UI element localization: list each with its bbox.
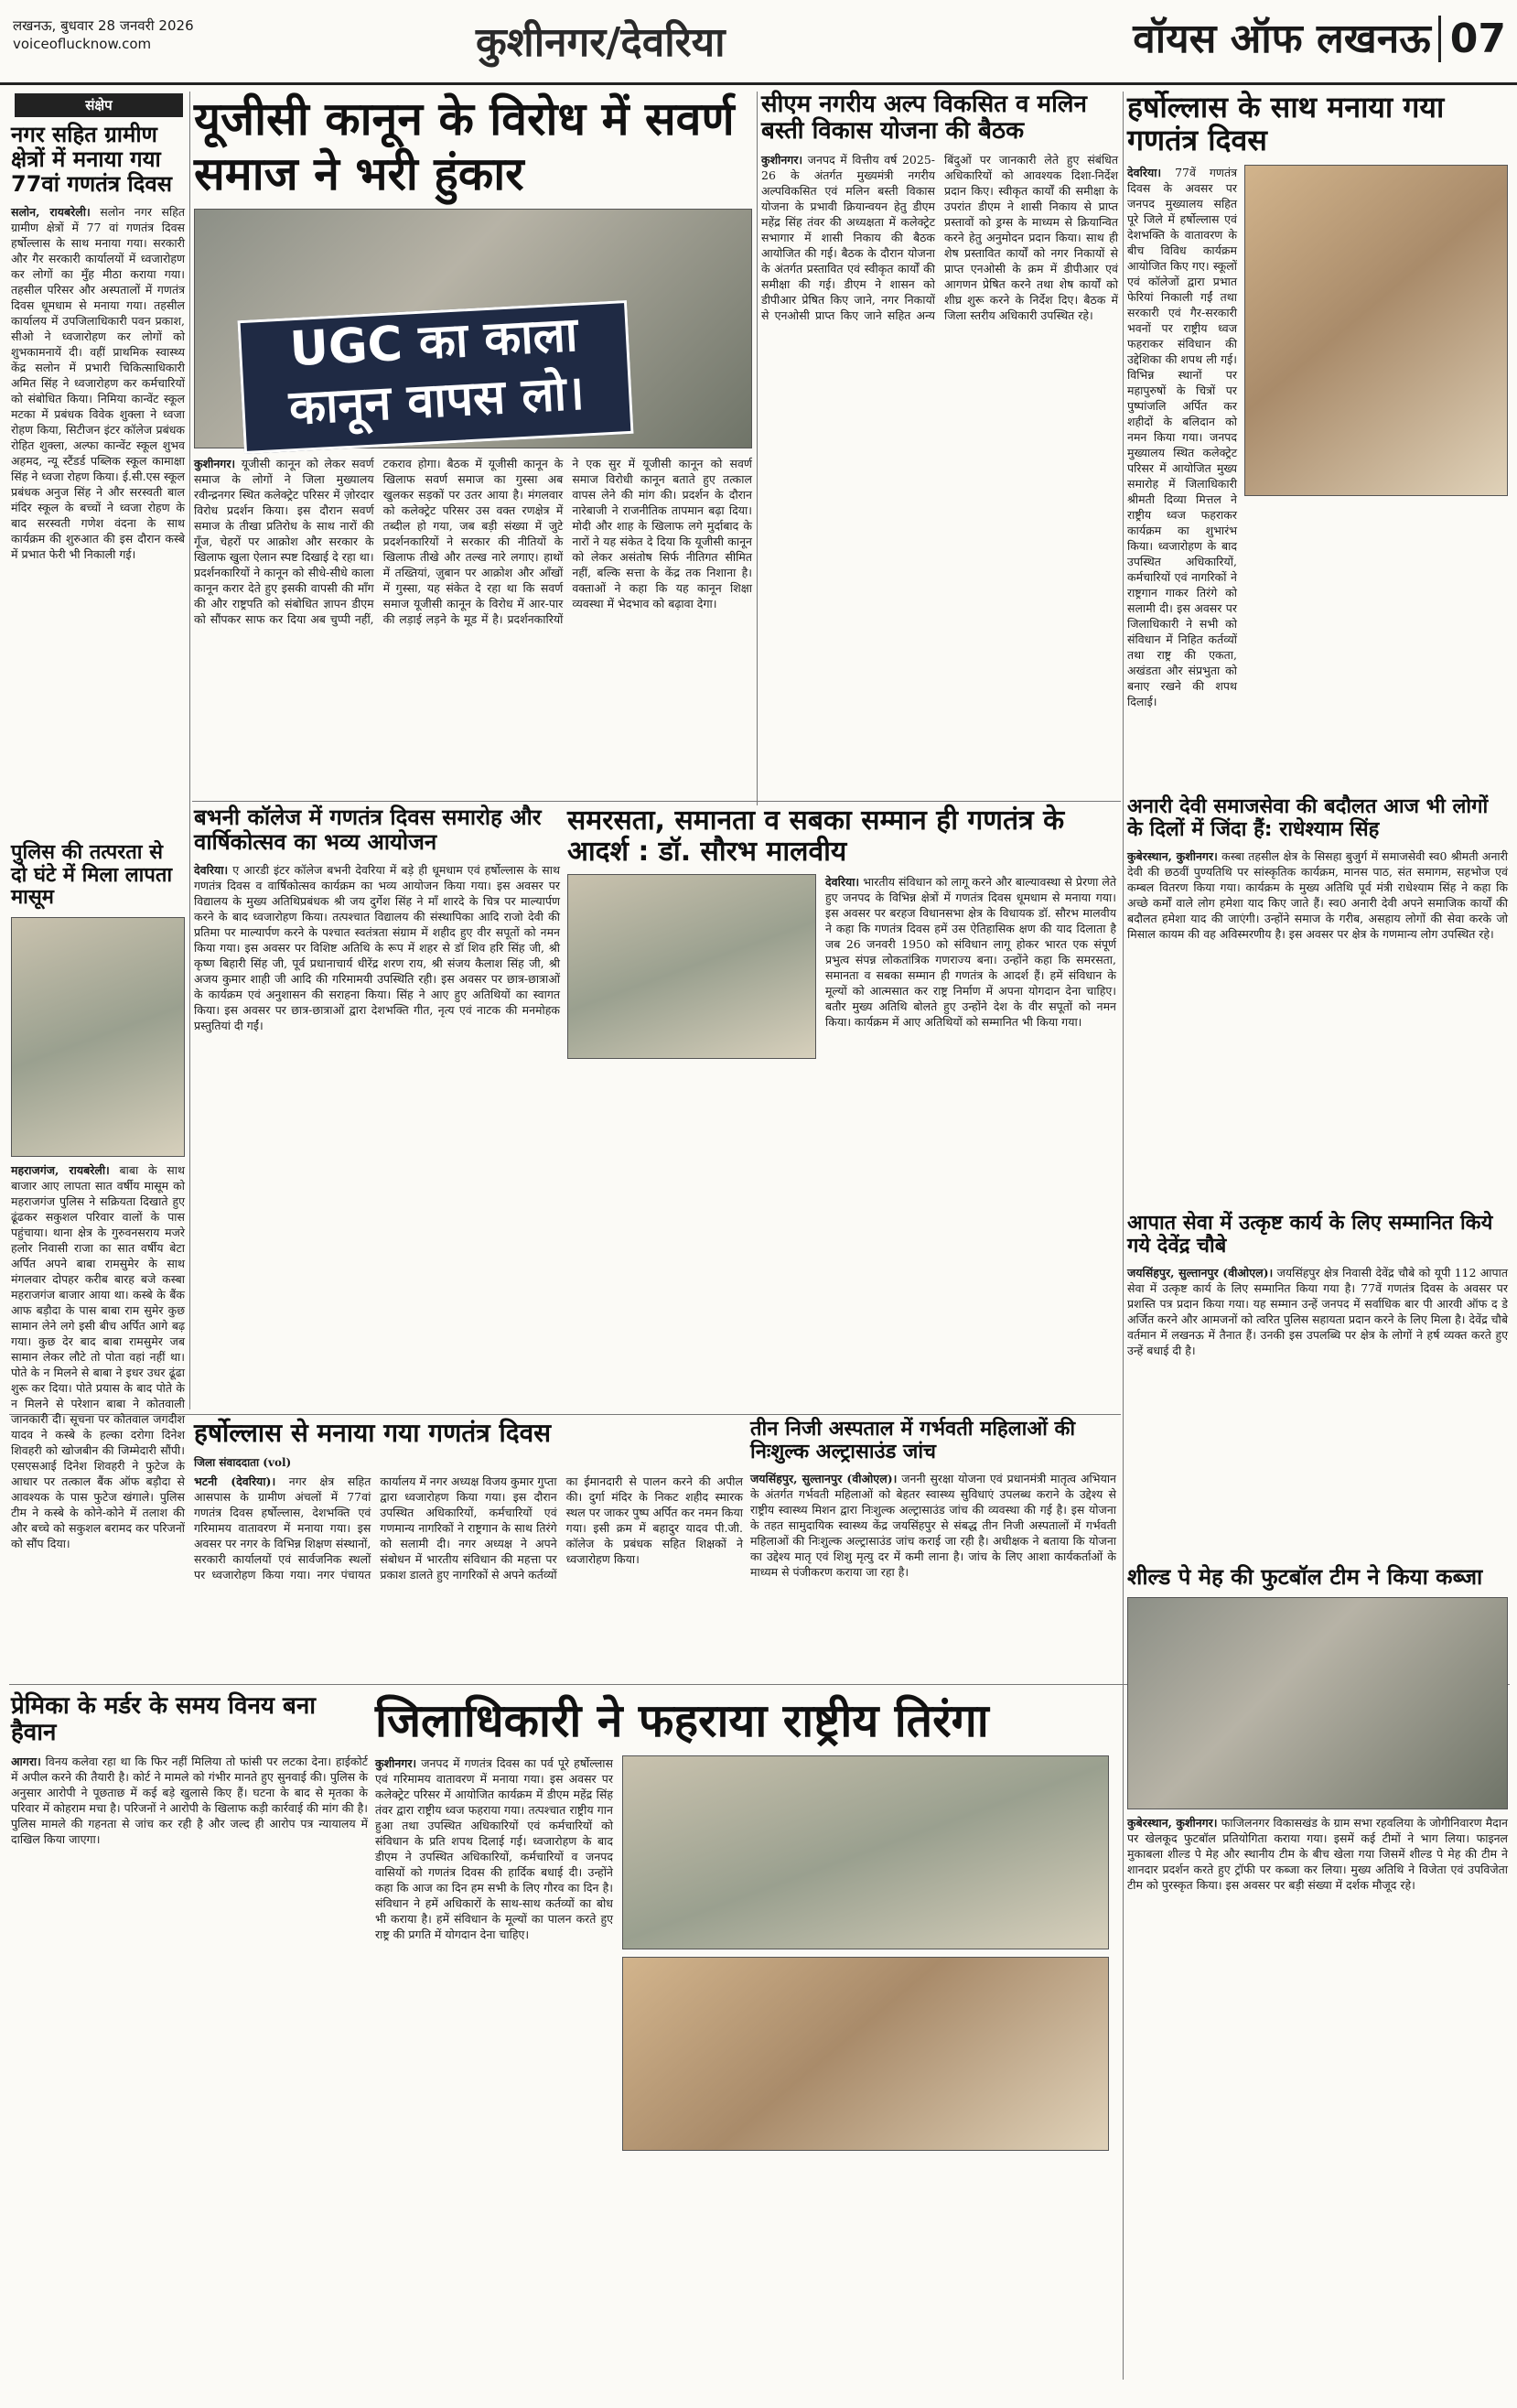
article-body-row <box>567 874 1116 1368</box>
officials-photo <box>622 1957 1109 2151</box>
article-a7 <box>567 805 1116 1391</box>
article-body <box>11 1162 185 1551</box>
article-body-row <box>1127 165 1508 708</box>
article-a12 <box>1127 1565 1508 2370</box>
body-text: कस्बा तहसील क्षेत्र के सिसहा बुजुर्ग में समाजसेवी स्व0 श्रीमती अनारी देवी की छठवीं पुण्यतिथि पर सांस्कृतिक कार्यक्रम, मानस पाठ, संत समागम, सहभोज एवं कम्बल वितरण किया गया। कार्यक्रम के मुख्य अतिथि पूर्व मंत्री राधेश्याम सिंह ने कहा कि अच्छे कर्मों वाले लोग हमेशा याद किए जाते हैं। स्व0 अनारी देवी अपने समाजिक कार्यों की बदौलत हमेशा याद की जाएंगी। उन्होंने समाज के गरीब, असहाय लोगों की सेवा करके जो मिसाल कायम की वह अविस्मरणीय है। इस अवसर पर क्षेत्र के गणमान्य लोग उपस्थित रहे। <box>1127 849 1508 942</box>
row-rule <box>192 801 1121 802</box>
article-body <box>750 1471 1116 1580</box>
dateline: जयसिंहपुर, सुल्तानपुर (वीओएल)। <box>1127 1266 1274 1280</box>
article-a10 <box>750 1419 1116 1679</box>
article-a11 <box>1127 1213 1508 1560</box>
article-body <box>11 1754 368 1847</box>
dateline: देवरिया। <box>194 862 229 877</box>
body-text: नगर क्षेत्र सहित आसपास के ग्रामीण अंचलों में 77वां गणतंत्र दिवस हर्षोल्लास, देशभक्ति एवं गरिमामय वातावरण में मनाया गया। इस अवसर पर नगर के विभिन्न शिक्षण संस्थानों, सरकारी कार्यालयों एवं सार्वजनिक स्थलों पर ध्वजारोहण किया गया। नगर पंचायत कार्यालय में नगर अध्यक्ष विजय कुमार गुप्ता द्वारा ध्वजारोहण किया गया। इस दौरान उपस्थित अधिकारियों, कर्मचारियों एवं गणमान्य नागरिकों ने राष्ट्रगान के साथ तिरंगे को सलामी दी। नगर अध्यक्ष ने अपने संबोधन में भारतीय संविधान की महत्ता पर प्रकाश डालते हुए नागरिकों से अपने कर्तव्यों का ईमानदारी से पालन करने की अपील की। दुर्गा मंदिर के निकट शहीद स्मारक स्थल पर जाकर पुष्प अर्पित कर नमन किया गया। इसी क्रम में बहादुर यादव पी.जी. कॉलेज के प्रबंधक सहित शिक्षकों ने ध्वजारोहण किया। <box>194 1474 743 1582</box>
headline[interactable]: हर्षोल्लास के साथ मनाया गया गणतंत्र दिवस <box>1127 90 1445 157</box>
body-text: ए आरडी इंटर कॉलेज बभनी देवरिया में बड़े ही धूमधाम एवं हर्षोल्लास के साथ गणतंत्र दिवस व वार्षिकोत्सव कार्यक्रम का भव्य आयोजन किया गया। इस अवसर पर विद्यालय के मुख्य अतिथिप्रबंधक श्री जय दुर्गेश सिंह ने माँ शारदे के चित्र पर माल्यार्पण करने के बाद ध्वजारोहण किया। तत्पश्चात विद्यालय की संस्थापिका आदि राजो देवी की प्रतिमा पर माल्यार्पण करने के पश्चात स्वतंत्रता संग्राम में शहीद हुए वीर सपूतों को नमन किया गया। इस अवसर पर विशिष्ट अतिथि के रूप में शहर से डॉ शिव हरि सिंह जी, श्री कृष्ण बिहारी सिंह जी, पूर्व प्रधानाचार्य धीरेंद्र शरण राय, श्री संजय कैलाश सिंह जी, श्री अजय कुमार शाही जी आदि की गरिमामयी उपस्थिति रही। इस अवसर पर छात्र-छात्राओं के कार्यक्रम एवं अनुशासन की सराहना किया। सिंह ने आए हुए अतिथियों का स्वागत किया। इस अवसर पर छात्र-छात्राओं द्वारा देशभक्ति गीत, नृत्य एवं नाटक की मनमोहक प्रस्तुतियां दी गईं। <box>194 862 560 1032</box>
dateline: कुशीनगर। <box>194 457 236 470</box>
page-number: 07 <box>1438 16 1506 62</box>
section-title: कुशीनगर/देवरिया <box>476 19 726 66</box>
body-text: सलोन नगर सहित ग्रामीण क्षेत्रों में 77 वां गणतंत्र दिवस हर्षोल्लास के साथ मनाया गया। सरकारी और गैर सरकारी कार्यालयों में ध्वजारोहण कर लोगों का मुँह मीठा कराया गया। तहसील परिसर और अस्पतालों में गणतंत्र दिवस धूमधाम से मनाया गया। तहसील कार्यालय में उपजिलाधिकारी पवन प्रकाश, सीओ ने ध्वजारोहण कर लोगों को शुभकामनायें दी। वहीं प्राथमिक स्वास्थ्य केंद्र सलोन में प्रभारी चिकित्साधिकारी अमित सिंह ने ध्वजारोहण कर कर्मचारियों को संबोधित किया। निमिया कान्वेंट स्कूल मटका में प्रबंधक विवेक शुक्ला ने ध्वजा रोहण किया, सिटीजन इंटर कॉलेज प्रबंधक रोहित शुक्ला, अल्फा कान्वेंट स्कूल शुभव अहमद, न्यू स्टैंडर्ड पब्लिक स्कूल कामाक्षा सिंह ने ध्वजा रोहण किया। ई.सी.एस स्कूल प्रबंधक अनुज सिंह ने और सरस्वती बाल मंदिर स्कूल के बच्चों ने ध्वजा रोहण के बाद सरस्वती गणेश वंदना के साथ कार्यक्रम की शुरुआत की इस दौरान कस्बे में प्रभात फेरी भी निकाली गई। <box>11 204 185 561</box>
body-text: बाबा के साथ बाजार आए लापता सात वर्षीय मासूम को महराजगंज पुलिस ने सक्रियता दिखाते हुए ढूंढकर सकुशल परिवार वालों के पास पहुंचाया। थाना क्षेत्र के गुरुवनसराय मजरे हलोर निवासी राजा का सात वर्षीय बेटा अर्पित अपने बाबा रामसुमेर के साथ मंगलवार दोपहर करीब बारह बजे कस्बा महराजगंज बाजार आया था। कस्बे के बैंक आफ बड़ौदा के पास बाबा राम सुमेर कुछ सामान लेने लगे इसी बीच अर्पित आगे बढ़ गया। कुछ देर बाद बाबा रामसुमेर जब सामान लेकर लौटे तो पोता वहां नहीं था। पोते के न मिलने से बाबा ने इधर उधर ढूंढा शुरू कर दिया। पोते प्रयास के बाद पोते के न मिलने से परेशान बाबा ने कोतवाली जानकारी दी। सूचना पर कोतवाल जगदीश यादव ने कस्बे के हल्का दरोगा दिनेश शिवहरी को खोजबीन की जिम्मेदारी सौंपी। एसएसआई दिनेश शिवहरी ने फुटेज के आधार पर तत्काल बैंक ऑफ बड़ौदा से आवश्यक के पास फुटेज खंगाले। पुलिस टीम ने कस्बे के कोने-कोने में तलाश की और बच्चे को सकुशल बरामद कर परिजनों को सौंप दिया। <box>11 1162 185 1550</box>
website[interactable]: voiceoflucknow.com <box>13 36 152 52</box>
body-text: फाजिलनगर विकासखंड के ग्राम सभा रहवलिया के जोगीनिवारण मैदान पर खेलकूद फुटबॉल प्रतियोगिता कराया गया। इसमें कई टीमों ने भाग लिया। फाइनल मुकाबला शील्ड पे मेह और स्थानीय टीम के बीच खेला गया जिसमें शील्ड पे मेह की टीम ने शानदार प्रदर्शन करते हुए ट्रॉफी पर कब्जा कर लिया। मुख्य अतिथि ने विजेता एवं उपविजेता टीम को पुरस्कृत किया। इस अवसर पर बड़ी संख्या में दर्शक मौजूद रहे। <box>1127 1815 1508 1892</box>
column-rule <box>1123 92 1124 2380</box>
headline[interactable]: अनारी देवी समाजसेवा की बदौलत आज भी लोगों के दिलों में जिंदा हैं: राधेश्याम सिंह <box>1127 795 1489 841</box>
police-photo <box>11 917 185 1157</box>
masthead <box>0 0 1517 85</box>
article-body <box>825 874 1116 1368</box>
dateline: कुबेरस्थान, कुशीनगर। <box>1127 849 1218 864</box>
article-a8 <box>1127 796 1508 1208</box>
photo-caption: महराजगंज, रायबरेली। <box>11 1162 110 1177</box>
dateline: कुशीनगर। <box>375 1756 417 1770</box>
dateline: कुबेरस्थान, कुशीनगर। <box>1127 1815 1218 1830</box>
football-team-photo <box>1127 1597 1508 1809</box>
date-line: लखनऊ, बुधवार 28 जनवरी 2026 <box>13 17 194 34</box>
body-text: विनय कलेवा रहा था कि फिर नहीं मिलिया तो फांसी पर लटका देना। हाईकोर्ट में अपील करने की तैयारी है। कोर्ट ने मामले को गंभीर मानते हुए सुनवाई की। पुलिस के अनुसार आरोपी ने पूछताछ में कई बड़े खुलासे किए हैं। घटना के बाद से मृतका के परिवार में कोहराम मचा है। परिजनों ने आरोपी के खिलाफ कड़ी कार्रवाई की मांग की है। पुलिस मामले की गहनता से जांच कर रही है और जल्द ही आरोप पत्र न्यायालय में दाखिल किया जाएगा। <box>11 1755 368 1847</box>
headline[interactable]: शील्ड पे मेह की फुटबॉल टीम ने किया कब्जा <box>1127 1564 1483 1590</box>
headline[interactable]: पुलिस की तत्परता से दो घंटे में मिला लापता मासूम <box>11 841 173 910</box>
protest-photo <box>194 209 752 448</box>
column-rule <box>757 92 758 805</box>
headline[interactable]: हर्षोल्लास से मनाया गया गणतंत्र दिवस <box>194 1418 552 1448</box>
dateline: आगरा। <box>11 1755 41 1769</box>
dateline: देवरिया। <box>825 875 860 890</box>
dateline: जयसिंहपुर, सुल्तानपुर (वीओएल)। <box>750 1472 898 1486</box>
ceremony-photo <box>567 874 816 1059</box>
masthead-meta <box>13 16 194 53</box>
article-body <box>1127 1265 1508 1358</box>
dateline: भटनी (देवरिया)। <box>194 1474 276 1489</box>
photo-stack <box>622 1755 1109 2341</box>
article-body <box>1127 165 1237 708</box>
headline[interactable]: नगर सहित ग्रामीण क्षेत्रों में मनाया गया 77वां गणतंत्र दिवस <box>11 122 172 197</box>
dateline: देवरिया। <box>1127 165 1162 179</box>
byline: जिला संवाददाता (vol) <box>194 1456 292 1470</box>
column-rule <box>189 92 190 1409</box>
statue-photo <box>1244 165 1508 496</box>
protest-banner: UGC का काला कानून वापस लो। <box>237 300 633 454</box>
paper-name-block <box>1133 9 1506 64</box>
article-body <box>375 1755 613 2341</box>
headline[interactable]: समरसता, समानता व सबका सम्मान ही गणतंत्र के आदर्श : डॉ. सौरभ मालवीय <box>567 804 1065 868</box>
headline[interactable]: प्रेमिका के मर्डर के समय विनय बना हैवान <box>11 1692 317 1747</box>
article-a4 <box>1127 92 1508 787</box>
article-a14 <box>375 1693 1121 2389</box>
article-a1 <box>11 123 185 837</box>
article-body <box>11 204 185 562</box>
article-body <box>194 862 560 1033</box>
flag-hoisting-photo <box>622 1755 1109 1949</box>
article-body <box>194 456 752 762</box>
article-body-row <box>375 1755 1121 2341</box>
article-a6 <box>194 805 560 1391</box>
article-a13 <box>11 1693 368 2389</box>
body-text: 77वें गणतंत्र दिवस के अवसर पर जनपद मुख्यालय सहित पूरे जिले में हर्षोल्लास एवं देशभक्ति के वातावरण के बीच विविध कार्यक्रम आयोजित किए गए। स्कूलों एवं कॉलेजों द्वारा प्रभात फेरियां निकाली गईं तथा सरकारी एवं गैर-सरकारी भवनों पर राष्ट्रीय ध्वज फहराकर संविधान की उद्देशिका की शपथ ली गई। विभिन्न स्थानों पर महापुरुषों के चित्रों पर पुष्पांजलि अर्पित कर शहीदों के बलिदान को नमन किया गया। जनपद मुख्यालय स्थित कलेक्ट्रेट परिसर में आयोजित मुख्य समारोह में जिलाधिकारी श्रीमती दिव्या मित्तल ने राष्ट्रीय ध्वज फहराकर कार्यक्रम का शुभारंभ किया। ध्वजारोहण के बाद उपस्थित अधिकारियों, कर्मचारियों एवं नागरिकों ने राष्ट्रगान गाकर तिरंगे को सलामी दी। इस अवसर पर जिलाधिकारी ने सभी को संविधान में निहित कर्तव्यों तथा राष्ट्र की एकता, अखंडता और संप्रभुता को बनाए रखने की शपथ दिलाई। <box>1127 165 1237 708</box>
article-body <box>1127 848 1508 942</box>
paper-name: वॉयस ऑफ लखनऊ <box>1133 16 1431 62</box>
headline[interactable]: जिलाधिकारी ने फहराया राष्ट्रीय तिरंगा <box>375 1694 989 1747</box>
article-a9 <box>194 1419 743 1679</box>
dateline: सलोन, रायबरेली। <box>11 204 91 219</box>
article-body <box>1127 1815 1508 1893</box>
article-body <box>761 152 1118 774</box>
headline[interactable]: आपात सेवा में उत्कृष्ट कार्य के लिए सम्मानित किये गये देवेंद्र चौबे <box>1127 1212 1493 1258</box>
body-text: जनपद में गणतंत्र दिवस का पर्व पूरे हर्षोल्लास एवं गरिमामय वातावरण में मनाया गया। इस अवसर पर कलेक्ट्रेट परिसर में आयोजित कार्यक्रम में डीएम महेंद्र सिंह तंवर द्वारा राष्ट्रीय ध्वज फहराया गया। तत्पश्चात राष्ट्रीय गान हुआ तथा उपस्थित अधिकारियों एवं कर्मचारियों को संविधान के प्रति शपथ दिलाई गई। ध्वजारोहण के बाद डीएम ने उपस्थित अधिकारियों, कर्मचारियों व जनपद वासियों को गणतंत्र दिवस की हार्दिक बधाई दी। उन्होंने कहा कि आज का दिन हम सभी के लिए गौरव का दिन है। संविधान ने हमें अधिकारों के साथ-साथ कर्तव्यों का बोध भी कराया है। हमें संविधान के मूल्यों का पालन करते हुए राष्ट्र की प्रगति में योगदान देना चाहिए। <box>375 1756 613 1941</box>
article-a5 <box>11 841 185 1550</box>
article-body <box>194 1474 743 1582</box>
headline[interactable]: यूजीसी कानून के विरोध में सवर्ण समाज ने भरी हुंकार <box>194 92 735 200</box>
dateline: कुशीनगर। <box>761 153 803 167</box>
article-a3 <box>761 92 1118 796</box>
headline[interactable]: बभनी कॉलेज में गणतंत्र दिवस समारोह और वार्षिकोत्सव का भव्य आयोजन <box>194 804 542 855</box>
summary-tag: संक्षेप <box>15 93 183 117</box>
headline[interactable]: सीएम नगरीय अल्प विकसित व मलिन बस्ती विकास योजना की बैठक <box>761 91 1087 146</box>
body-text: यूजीसी कानून को लेकर सवर्ण समाज के लोगों ने जिला मुख्यालय रवीन्द्रनगर स्थित कलेक्ट्रेट परिसर में ज़ोरदार विरोध प्रदर्शन किया। इस दौरान सवर्ण समाज के तीखा प्रतिरोध के साथ नारों की गूँज, चेहरों पर आक्रोश और सरकार के खिलाफ खुला ऐलान स्पष्ट दिखाई दे रहा था। प्रदर्शनकारियों ने कानून को सीधे-सीधे काला कानून करार देते हुए इसकी वापसी की माँग की और राष्ट्रपति को संबोधित ज्ञापन डीएम को सौंपकर साफ कर दिया अब चुप्पी नहीं, टकराव होगा। बैठक में यूजीसी कानून के खिलाफ सवर्ण समाज का गुस्सा अब खुलकर सड़कों पर उतर आया है। मंगलवार को कलेक्ट्रेट परिसर उस वक्त रणक्षेत्र में तब्दील हो गया, जब बड़ी संख्या में जुटे प्रदर्शनकारियों ने सरकार की नीतियों के खिलाफ तीखे और तल्ख नारे लगाए। हाथों में तख्तियां, ज़ुबान पर आक्रोश और आँखों में गुस्सा, यह संकेत दे रहा था कि सवर्ण समाज यूजीसी कानून के विरोध में आर-पार की लड़ाई लड़ने के मूड में है। प्रदर्शनकारियों ने एक सुर में यूजीसी कानून को सवर्ण समाज विरोधी कानून बताते हुए तत्काल वापस लेने की मांग की। प्रदर्शन के दौरान नारेबाजी ने राजनीतिक तापमान बढ़ा दिया। मोदी और शाह के खिलाफ लगे मुर्दाबाद के नारों ने यह संकेत दे दिया कि यूजीसी कानून को लेकर असंतोष सिर्फ नीतिगत सीमित नहीं, बल्कि सत्ता के केंद्र तक निशाना है। वक्ताओं ने कहा कि यह कानून शिक्षा व्यवस्था में भेदभाव को बढ़ावा देगा। <box>194 457 752 626</box>
headline[interactable]: तीन निजी अस्पताल में गर्भवती महिलाओं की निःशुल्क अल्ट्रासाउंड जांच <box>750 1418 1076 1463</box>
body-text: भारतीय संविधान को लागू करने और बाल्यावस्था से प्रेरणा लेते हुए जनपद के विभिन्न क्षेत्रों में गणतंत्र दिवस धूमधाम से मनाया गया। इस अवसर पर बरहज विधानसभा क्षेत्र के विधायक डॉ. सौरभ मालवीय ने कहा कि गणतंत्र दिवस हमें उस ऐतिहासिक क्षण की याद दिलाता है जब 26 जनवरी 1950 को संविधान लागू होकर भारत एक संपूर्ण प्रभुत्व संपन्न लोकतांत्रिक गणराज्य बना। उन्होंने कहा कि समरसता, समानता व सबका सम्मान ही गणतंत्र के आदर्श हैं। हमें संविधान के मूल्यों को आत्मसात कर राष्ट्र निर्माण में अपना योगदान देना चाहिए। बतौर मुख्य अतिथि बोलते हुए उन्होंने देश के वीर सपूतों को नमन किया। कार्यक्रम में आए अतिथियों को सम्मानित भी किया गया। <box>825 875 1116 1030</box>
article-a2 <box>194 92 752 796</box>
body-text: जननी सुरक्षा योजना एवं प्रधानमंत्री मातृत्व अभियान के अंतर्गत गर्भवती महिलाओं को बेहतर स्वास्थ्य सुविधाएं उपलब्ध कराने के उद्देश्य से राष्ट्रीय स्वास्थ्य मिशन द्वारा निःशुल्क अल्ट्रासाउंड जांच की व्यवस्था की गई है। इस योजना के तहत सामुदायिक स्वास्थ्य केंद्र जयसिंहपुर से संबद्ध तीन निजी अस्पतालों में गर्भवती महिलाओं की निःशुल्क अल्ट्रासाउंड जांच कराई जा रही है। अधीक्षक ने बताया कि योजना का उद्देश्य मातृ एवं शिशु मृत्यु दर में कमी लाना है। जांच के लिए आशा कार्यकर्ताओं के माध्यम से पंजीकरण कराया जा रहा है। <box>750 1472 1116 1580</box>
body-text: जयसिंहपुर क्षेत्र निवासी देवेंद्र चौबे को यूपी 112 आपात सेवा में उत्कृष्ट कार्य के लिए सम्मानित किया गया है। 77वें गणतंत्र दिवस के अवसर पर प्रशस्ति पत्र प्रदान किया गया। यह सम्मान उन्हें जनपद में सर्वाधिक बार पी आरवी ऑफ द डे अर्जित करने और आमजनों को त्वरित पुलिस सहायता प्रदान करने के लिए मिला है। देवेंद्र चौबे वर्तमान में लखनऊ में तैनात हैं। उनकी इस उपलब्धि पर क्षेत्र के लोगों ने हर्ष व्यक्त करते हुए उन्हें बधाई दी है। <box>1127 1266 1508 1358</box>
body-text: जनपद में वित्तीय वर्ष 2025-26 के अंतर्गत मुख्यमंत्री नगरीय अल्पविकसित एवं मलिन बस्ती विकास योजना के प्रभावी क्रियान्वयन हेतु डीएम महेंद्र सिंह तंवर की अध्यक्षता में कलेक्ट्रेट सभागार में शासी निकाय की बैठक आयोजित की गई। बैठक के दौरान योजना के अंतर्गत प्रस्तावित एवं स्वीकृत कार्यों की समीक्षा की गई। डीएम ने शासन को डीपीआर प्रेषित किए जाने, नगर निकायों से एनओसी प्राप्त किए जाने सहित अन्य बिंदुओं पर जानकारी लेते हुए संबंधित अधिकारियों को आवश्यक दिशा-निर्देश प्रदान किए। स्वीकृत कार्यों की समीक्षा के उपरांत डीएम ने शासी निकाय से प्राप्त प्रस्तावों को ड्रग्स के माध्यम से क्रियान्वित करने हेतु अनुमोदन प्रदान किया। साथ ही शेष प्रस्तावित कार्यों को नगर निकायों से प्राप्त एनओसी के क्रम में डीपीआर एवं आगणन प्रेषित करने तथा शेष कार्यों को शीघ्र शुरू करने के निर्देश दिए। बैठक में जिला स्तरीय अधिकारी उपस्थित रहे। <box>761 153 1118 323</box>
